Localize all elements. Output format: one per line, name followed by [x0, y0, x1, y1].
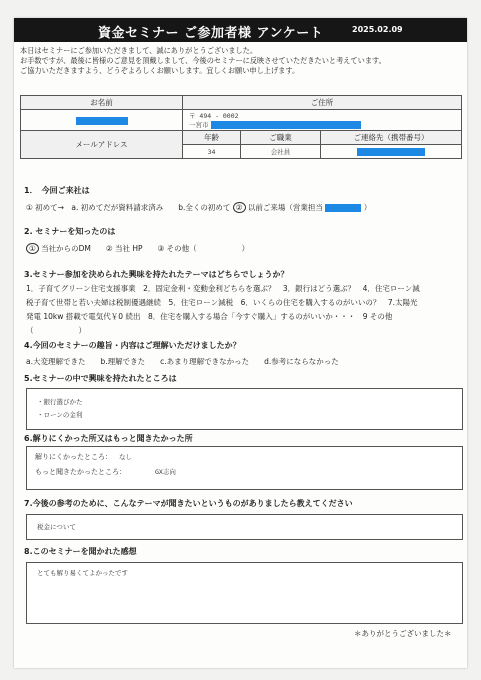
q6-prompt-2: もっと聞きたかったところ：: [35, 468, 126, 476]
handwritten-answer: 税金について: [37, 523, 76, 531]
redaction-block: [325, 204, 361, 212]
name-header: お名前: [21, 96, 183, 110]
selected-mark: ①: [26, 243, 39, 254]
selected-mark: ②: [233, 202, 246, 213]
q4-heading: 4.今回のセミナーの趣旨・内容はご理解いただけましたか？: [24, 341, 241, 350]
q3-heading: 3.セミナー参加を決められた興味を持たれたテーマはどちらでしょうか？: [24, 270, 289, 279]
title-bar: [14, 18, 467, 42]
q2-options: ① 当社からのDM ② 当社 HP ③ その他（ ）: [26, 243, 249, 254]
q5-answer-box[interactable]: [26, 388, 463, 430]
handwritten-answer: とても解り易くてよかったです: [37, 569, 128, 577]
age-header: 年齢: [183, 131, 241, 145]
q3-line-4: （ ）: [26, 326, 86, 335]
redaction-block: [357, 148, 425, 156]
address-header: ご住所: [183, 96, 462, 110]
postal-code: 〒 494 - 0002: [189, 112, 239, 120]
q6-heading: 6.解りにくかった所又はもっと聞きたかった所: [24, 434, 193, 443]
handwritten-answer: ・銀行選びかた: [37, 398, 83, 406]
contact-header: ご連絡先（携帯番号）: [321, 131, 462, 145]
page-title: 資金セミナー ご参加者様 アンケート: [98, 26, 324, 41]
q6-answer-box[interactable]: [26, 446, 463, 490]
intro-line-1: 本日はセミナーにご参加いただきまして、誠にありがとうございました。: [20, 46, 258, 55]
q1-heading: 1． 今回ご来社は: [24, 186, 90, 195]
survey-date: 2025.02.09: [352, 25, 403, 34]
thank-you-note: ＊ありがとうございました＊: [354, 629, 452, 638]
age-field[interactable]: 34: [183, 145, 241, 159]
address-text: 一宮市: [189, 121, 209, 129]
address-field[interactable]: [183, 110, 462, 131]
q6-prompt-1: 解りにくかったところ：: [35, 453, 112, 461]
redaction-block: [211, 121, 361, 129]
name-field[interactable]: [21, 110, 183, 131]
redaction-block: [76, 117, 128, 125]
contact-field[interactable]: [321, 145, 462, 159]
handwritten-answer: ・ローンの金利: [37, 411, 83, 419]
q7-answer-box[interactable]: [26, 514, 463, 540]
handwritten-answer: GX志向: [155, 468, 176, 476]
q2-heading: 2. セミナーを知ったのは: [24, 227, 116, 236]
q7-heading: 7.今後の参考のために、こんなテーマが聞きたいというものがありましたら教えてください: [24, 499, 353, 508]
intro-line-3: ご協力いただきますよう、どうぞよろしくお願いします。宜しくお願い申し上げます。: [20, 66, 300, 75]
occupation-field[interactable]: 会社員: [241, 145, 321, 159]
q8-heading: 8.このセミナーを聞かれた感想: [24, 547, 137, 556]
q5-heading: 5.セミナーの中で興味を持たれたところは: [24, 374, 177, 383]
q3-line-3: 発電 10kw 搭載で電気代￥0 続出 8．住宅を購入する場合「今すぐ購入」するのがいいか・・・ 9 その他: [26, 312, 393, 321]
q8-answer-box[interactable]: [26, 562, 463, 624]
q1-options: ① 初めて→ a. 初めてだが資料請求済み b.全くの初めて ② 以前ご来場（営業担当 ）: [26, 203, 372, 212]
intro-line-2: お手数ですが、最後に皆様のご意見を頂戴しまして、今後のセミナーに反映させていただきたいと考えています。: [20, 56, 386, 65]
email-header: メールアドレス: [21, 131, 183, 159]
respondent-info-table: [20, 95, 462, 159]
q3-line-2: 税子育て世帯と若い夫婦は税制優遇継続 5．住宅ローン減税 6．いくらの住宅を購入するのがいいの？ 7.太陽光: [26, 298, 418, 307]
occupation-header: ご職業: [241, 131, 321, 145]
handwritten-answer: なし: [119, 453, 132, 461]
survey-page: [14, 18, 467, 668]
q3-line-1: 1．子育てグリーン住宅支援事業 2．固定金利・変動金利どちらを選ぶ？ 3．銀行はどう選ぶ？ 4．住宅ローン減: [26, 284, 420, 293]
q4-options: a.大変理解できた b.理解できた c.あまり理解できなかった d.参考にならなかった: [26, 357, 339, 366]
